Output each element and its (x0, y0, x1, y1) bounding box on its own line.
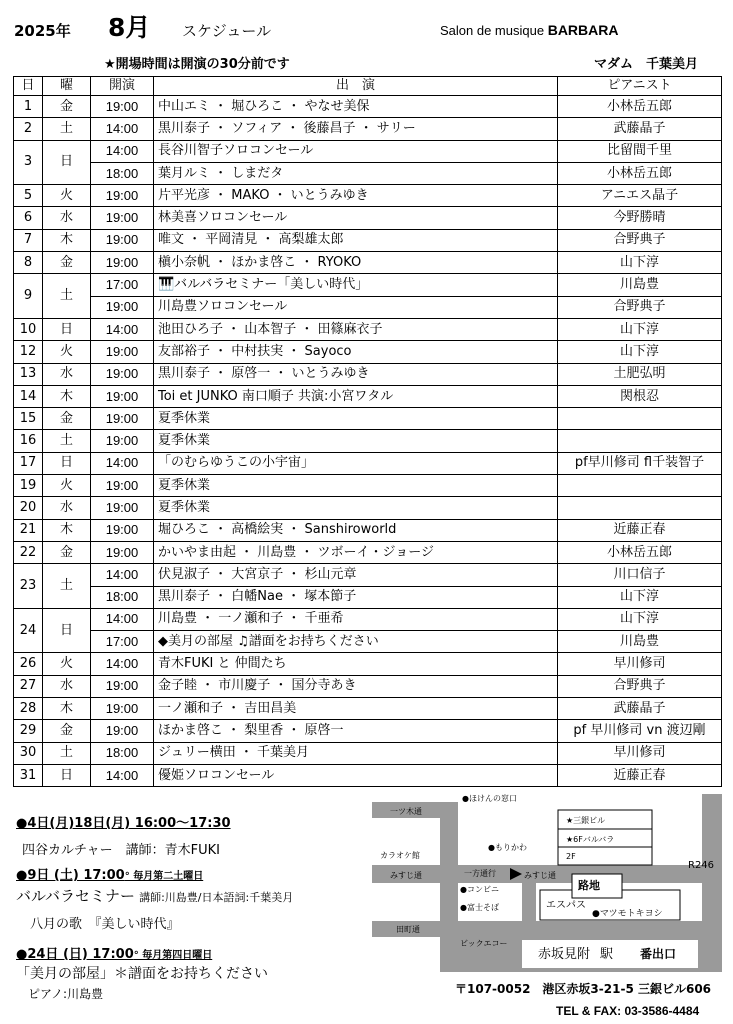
cell-dow: 日 (43, 452, 91, 474)
event-seminar-lecturers: 講師:川島豊/日本語詞:千葉美月 (139, 891, 294, 904)
cell-day: 7 (14, 229, 43, 251)
cell-pianist: 近藤正春 (558, 519, 722, 541)
cell-day: 26 (14, 653, 43, 675)
cell-time: 19:00 (91, 408, 154, 430)
cell-performers: 金子睦 ・ 市川慶子 ・ 国分寺あき (154, 675, 558, 697)
cell-dow: 水 (43, 207, 91, 229)
table-row (14, 274, 722, 296)
cell-pianist: 武藤晶子 (558, 118, 722, 140)
cell-performers: 夏季休業 (154, 408, 558, 430)
cell-performers: 友部裕子 ・ 中村扶実 ・ Sayoco (154, 341, 558, 363)
cell-dow: 火 (43, 341, 91, 363)
salon-prefix: Salon de musique (440, 23, 545, 38)
table-row (14, 118, 722, 140)
event-seminar-song: 八月の歌 『美しい時代』 (30, 917, 180, 932)
map-bigecho: ビックエコー (460, 939, 508, 948)
cell-time: 19:00 (91, 519, 154, 541)
cell-performers: 夏季休業 (154, 475, 558, 497)
cell-pianist: pf 早川修司 vn 渡辺剛 (558, 720, 722, 742)
map-sangin: ★三銀ビル (566, 816, 606, 825)
cell-pianist: 小林岳五郎 (558, 96, 722, 118)
map-karaoke: カラオケ館 (380, 851, 420, 860)
road-tamachi (372, 921, 722, 937)
cell-pianist: 土肥弘明 (558, 363, 722, 385)
event-seminar-name: バルバラセミナー (16, 887, 135, 905)
cell-day: 10 (14, 318, 43, 340)
cell-dow: 火 (43, 185, 91, 207)
map-matsumoto: ●マツモトキヨシ (592, 909, 663, 919)
cell-day: 23 (14, 564, 43, 609)
header-day: 日 (14, 77, 43, 96)
cell-time: 19:00 (91, 252, 154, 274)
event-room-title (16, 943, 212, 962)
cell-dow: 土 (43, 742, 91, 764)
cell-day: 29 (14, 720, 43, 742)
event-seminar-line (16, 885, 293, 906)
cell-performers: かいやま由起 ・ 川島豊 ・ ツボーイ・ジョージ (154, 541, 558, 563)
table-row (14, 764, 722, 786)
cell-pianist: 山下淳 (558, 252, 722, 274)
cell-performers: 黒川泰子 ・ ソフィア ・ 後藤昌子 ・ サリー (154, 118, 558, 140)
map-2f: 2F (566, 852, 576, 861)
event-seminar-date: ●9日 (土) 17:00 (16, 868, 125, 883)
cell-day: 3 (14, 140, 43, 185)
cell-day: 30 (14, 742, 43, 764)
cell-pianist: 関根忍 (558, 385, 722, 407)
cell-time: 14:00 (91, 608, 154, 630)
cell-dow: 木 (43, 229, 91, 251)
table-row (14, 140, 722, 162)
event-yotsuya-title: ●4日(月)18日(月) 16:00～17:30 (16, 816, 231, 831)
cell-day: 5 (14, 185, 43, 207)
cell-pianist: 山下淳 (558, 608, 722, 630)
cell-pianist: 合野典子 (558, 296, 722, 318)
cell-time: 14:00 (91, 452, 154, 474)
cell-day: 27 (14, 675, 43, 697)
map-hoken: ●ほけんの窓口 (462, 794, 517, 803)
cell-day: 16 (14, 430, 43, 452)
cell-pianist: 川島豊 (558, 631, 722, 653)
year-label: 2025年 (14, 22, 71, 40)
cell-day: 22 (14, 541, 43, 563)
map-convenience: ●コンビニ (460, 885, 499, 894)
table-header-row (14, 77, 722, 96)
map-barbara: ★6Fバルバラ (566, 835, 615, 844)
cell-day: 2 (14, 118, 43, 140)
map-morikawa: ●もりかわ (488, 843, 527, 852)
cell-pianist: 山下淳 (558, 318, 722, 340)
cell-performers: 黒川泰子 ・ 白幡Nae ・ 塚本節子 (154, 586, 558, 608)
cell-dow: 木 (43, 385, 91, 407)
cell-dow: 土 (43, 564, 91, 609)
road-vertical-center (522, 883, 536, 921)
cell-pianist: 比留間千里 (558, 140, 722, 162)
cell-pianist: 小林岳五郎 (558, 162, 722, 184)
cell-pianist: 川島豊 (558, 274, 722, 296)
cell-performers: 夏季休業 (154, 430, 558, 452)
cell-dow: 水 (43, 497, 91, 519)
opening-note: ★開場時間は開演の30分前です (104, 57, 290, 72)
cell-dow: 土 (43, 430, 91, 452)
cell-performers: 堀ひろこ ・ 高橋絵実 ・ Sanshiroworld (154, 519, 558, 541)
header-performers: 出 演 (154, 77, 558, 96)
cell-time: 19:00 (91, 720, 154, 742)
cell-dow: 金 (43, 252, 91, 274)
cell-dow: 金 (43, 720, 91, 742)
cell-pianist (558, 430, 722, 452)
cell-time: 14:00 (91, 118, 154, 140)
table-row (14, 452, 722, 474)
cell-pianist: 山下淳 (558, 341, 722, 363)
map-r246: R246 (688, 860, 715, 871)
cell-dow: 金 (43, 96, 91, 118)
cell-pianist: 合野典子 (558, 229, 722, 251)
header-dow: 曜 (43, 77, 91, 96)
cell-pianist: 早川修司 (558, 742, 722, 764)
cell-time: 17:00 (91, 631, 154, 653)
cell-time: 14:00 (91, 764, 154, 786)
table-row (14, 698, 722, 720)
cell-time: 18:00 (91, 162, 154, 184)
cell-dow: 金 (43, 541, 91, 563)
cell-performers: 伏見淑子 ・ 大宮京子 ・ 杉山元章 (154, 564, 558, 586)
table-row (14, 207, 722, 229)
cell-day: 20 (14, 497, 43, 519)
table-row (14, 653, 722, 675)
map-exit: 番出口 (640, 947, 677, 961)
cell-pianist (558, 408, 722, 430)
map-station-suffix: 駅 (600, 947, 614, 962)
cell-dow: 木 (43, 698, 91, 720)
table-row (14, 586, 722, 608)
salon-brand: BARBARA (547, 22, 619, 38)
cell-day: 14 (14, 385, 43, 407)
map-misuji-left: みすじ通 (390, 871, 422, 880)
schedule-table (13, 76, 722, 787)
cell-pianist (558, 475, 722, 497)
cell-performers: 林美喜ソロコンセール (154, 207, 558, 229)
table-row (14, 430, 722, 452)
cell-time: 19:00 (91, 96, 154, 118)
event-room-piano: ピアノ:川島豊 (28, 987, 104, 1001)
cell-pianist (558, 497, 722, 519)
cell-performers: Toi et JUNKO 南口順子 共演:小宮ワタル (154, 385, 558, 407)
cell-time: 14:00 (91, 318, 154, 340)
cell-time: 18:00 (91, 742, 154, 764)
table-row (14, 185, 722, 207)
table-row (14, 675, 722, 697)
cell-performers: 川島豊 ・ 一ノ瀬和子 ・ 千亜希 (154, 608, 558, 630)
cell-time: 19:00 (91, 363, 154, 385)
cell-performers: ◆美月の部屋 ♫譜面をお持ちください (154, 631, 558, 653)
cell-time: 19:00 (91, 675, 154, 697)
cell-dow: 金 (43, 408, 91, 430)
cell-day: 31 (14, 764, 43, 786)
cell-day: 8 (14, 252, 43, 274)
table-row (14, 341, 722, 363)
cell-performers: ほかま啓こ ・ 梨里香 ・ 原啓一 (154, 720, 558, 742)
tel-fax: TEL & FAX: 03-3586-4484 (556, 1004, 700, 1018)
table-row (14, 363, 722, 385)
cell-performers: 川島豊ソロコンセール (154, 296, 558, 318)
cell-day: 9 (14, 274, 43, 319)
cell-pianist: アニエス晶子 (558, 185, 722, 207)
map-alley: 路地 (578, 879, 600, 892)
cell-time: 19:00 (91, 541, 154, 563)
cell-performers: 青木FUKI と 仲間たち (154, 653, 558, 675)
access-map (372, 794, 722, 972)
salon-name (440, 22, 618, 38)
event-seminar-title (16, 864, 203, 883)
cell-performers: 一ノ瀬和子 ・ 吉田昌美 (154, 698, 558, 720)
cell-time: 18:00 (91, 586, 154, 608)
table-row (14, 296, 722, 318)
cell-day: 28 (14, 698, 43, 720)
cell-performers: ジュリー横田 ・ 千葉美月 (154, 742, 558, 764)
map-station: 赤坂見附 (538, 947, 591, 962)
cell-time: 19:00 (91, 497, 154, 519)
cell-dow: 水 (43, 363, 91, 385)
cell-performers: 🎹バルバラセミナー「美しい時代」 (154, 274, 558, 296)
header-pianist: ピアニスト (558, 77, 722, 96)
cell-pianist: pf早川修司 fl千装智子 (558, 452, 722, 474)
road-r246 (702, 794, 722, 972)
cell-day: 19 (14, 475, 43, 497)
table-row (14, 742, 722, 764)
cell-day: 17 (14, 452, 43, 474)
cell-dow: 日 (43, 140, 91, 185)
table-row (14, 96, 722, 118)
cell-performers: 「のむらゆうこの小宇宙」 (154, 452, 558, 474)
table-row (14, 162, 722, 184)
cell-performers: 唯文 ・ 平岡清見 ・ 高梨雄太郎 (154, 229, 558, 251)
table-row (14, 229, 722, 251)
cell-pianist: 今野勝晴 (558, 207, 722, 229)
cell-day: 12 (14, 341, 43, 363)
map-esupasu: エスパス (546, 900, 586, 911)
cell-dow: 日 (43, 764, 91, 786)
table-row (14, 519, 722, 541)
cell-time: 19:00 (91, 698, 154, 720)
table-row (14, 385, 722, 407)
cell-day: 21 (14, 519, 43, 541)
map-fujisoba: ●富士そば (460, 903, 499, 912)
table-row (14, 564, 722, 586)
cell-dow: 火 (43, 475, 91, 497)
cell-pianist: 早川修司 (558, 653, 722, 675)
cell-pianist: 合野典子 (558, 675, 722, 697)
cell-day: 6 (14, 207, 43, 229)
map-oneway: 一方通行 (464, 869, 496, 878)
cell-day: 13 (14, 363, 43, 385)
cell-pianist: 近藤正春 (558, 764, 722, 786)
cell-time: 14:00 (91, 653, 154, 675)
cell-day: 15 (14, 408, 43, 430)
table-row (14, 408, 722, 430)
cell-performers: 槇小奈帆 ・ ほかま啓こ ・ RYOKO (154, 252, 558, 274)
cell-time: 17:00 (91, 274, 154, 296)
cell-day: 24 (14, 608, 43, 653)
table-row (14, 318, 722, 340)
event-seminar-note: ° 毎月第二土曜日 (124, 871, 204, 882)
cell-time: 19:00 (91, 296, 154, 318)
month-title: 8月 (108, 13, 151, 42)
cell-dow: 日 (43, 318, 91, 340)
table-row (14, 475, 722, 497)
cell-performers: 池田ひろ子 ・ 山本智子 ・ 田篠麻衣子 (154, 318, 558, 340)
cell-time: 19:00 (91, 229, 154, 251)
event-room-name: 「美月の部屋」＊譜面をお持ちください (16, 966, 268, 982)
cell-performers: 黒川泰子 ・ 原啓一 ・ いとうみゆき (154, 363, 558, 385)
cell-time: 19:00 (91, 430, 154, 452)
schedule-title: スケジュール (182, 22, 272, 40)
map-tamachi: 田町通 (396, 925, 420, 934)
table-row (14, 252, 722, 274)
cell-pianist: 川口信子 (558, 564, 722, 586)
table-row (14, 541, 722, 563)
table-row (14, 497, 722, 519)
table-row (14, 720, 722, 742)
address: 〒107-0052 港区赤坂3-21-5 三銀ビル606 (455, 982, 712, 996)
table-row (14, 608, 722, 630)
cell-time: 19:00 (91, 341, 154, 363)
cell-time: 19:00 (91, 207, 154, 229)
cell-dow: 木 (43, 519, 91, 541)
cell-dow: 土 (43, 118, 91, 140)
cell-performers: 優姫ソロコンセール (154, 764, 558, 786)
cell-dow: 水 (43, 675, 91, 697)
cell-pianist: 小林岳五郎 (558, 541, 722, 563)
cell-dow: 土 (43, 274, 91, 319)
cell-performers: 中山エミ ・ 堀ひろこ ・ やなせ美保 (154, 96, 558, 118)
cell-dow: 日 (43, 608, 91, 653)
cell-time: 19:00 (91, 385, 154, 407)
cell-pianist: 武藤晶子 (558, 698, 722, 720)
cell-performers: 葉月ルミ ・ しまだタ (154, 162, 558, 184)
cell-time: 19:00 (91, 185, 154, 207)
cell-performers: 夏季休業 (154, 497, 558, 519)
cell-time: 19:00 (91, 475, 154, 497)
cell-time: 14:00 (91, 564, 154, 586)
event-yotsuya-detail: 四谷カルチャー 講師：青木FUKI (22, 843, 220, 858)
cell-dow: 火 (43, 653, 91, 675)
cell-time: 14:00 (91, 140, 154, 162)
madame-name: マダム 千葉美月 (594, 57, 699, 72)
event-room-note: ° 毎月第四日曜日 (133, 950, 213, 961)
map-hitotsugi: 一ツ木通 (390, 807, 422, 816)
cell-performers: 片平光彦 ・ MAKO ・ いとうみゆき (154, 185, 558, 207)
header-time: 開演 (91, 77, 154, 96)
map-misuji-right: みすじ通 (524, 871, 556, 880)
road-lower-left (440, 937, 458, 972)
cell-pianist: 山下淳 (558, 586, 722, 608)
cell-performers: 長谷川智子ソロコンセール (154, 140, 558, 162)
event-room-date: ●24日 (日) 17:00 (16, 947, 134, 962)
table-row (14, 631, 722, 653)
cell-day: 1 (14, 96, 43, 118)
